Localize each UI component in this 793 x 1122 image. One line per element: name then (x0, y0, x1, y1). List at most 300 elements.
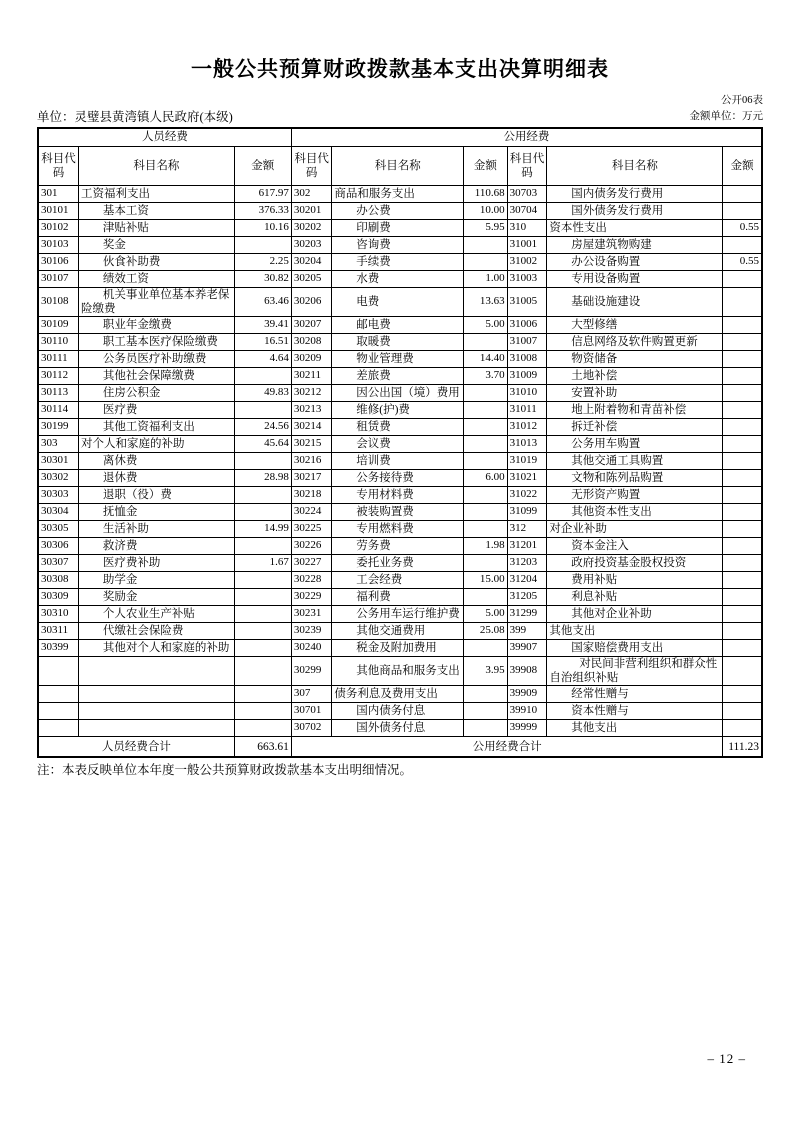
table-row (38, 606, 762, 623)
amount-cell (723, 351, 762, 368)
subject-name-cell: 经常性赠与 (547, 686, 723, 703)
subject-name-cell: 工会经费 (332, 572, 464, 589)
col-header-amount: 金额 (234, 147, 291, 186)
amount-cell: 110.68 (464, 186, 507, 203)
amount-cell (723, 703, 762, 720)
amount-cell (723, 203, 762, 220)
subject-code-cell: 30304 (38, 504, 79, 521)
subject-name-cell: 劳务费 (332, 538, 464, 555)
amount-cell (234, 589, 291, 606)
subject-name-cell: 会议费 (332, 436, 464, 453)
subject-name-cell: 其他交通工具购置 (547, 453, 723, 470)
table-row (38, 504, 762, 521)
amount-cell: 10.16 (234, 220, 291, 237)
col-header-code: 科目代码 (507, 147, 547, 186)
subject-name-cell: 房屋建筑物购建 (547, 237, 723, 254)
amount-cell (464, 237, 507, 254)
subject-name-cell: 救济费 (79, 538, 235, 555)
amount-cell: 24.56 (234, 419, 291, 436)
subject-name-cell: 大型修缮 (547, 317, 723, 334)
subject-code-cell: 31204 (507, 572, 547, 589)
table-row (38, 487, 762, 504)
subject-code-cell: 30301 (38, 453, 79, 470)
subject-code-cell: 31201 (507, 538, 547, 555)
amount-cell (723, 623, 762, 640)
amount-cell: 5.95 (464, 220, 507, 237)
subject-code-cell: 31205 (507, 589, 547, 606)
amount-cell (464, 640, 507, 657)
subject-name-cell: 其他对个人和家庭的补助 (79, 640, 235, 657)
subject-code-cell: 30213 (291, 402, 332, 419)
table-row (38, 402, 762, 419)
col-header-name: 科目名称 (547, 147, 723, 186)
subject-code-cell: 39909 (507, 686, 547, 703)
subject-code-cell: 31011 (507, 402, 547, 419)
table-row (38, 385, 762, 402)
subject-name-cell: 代缴社会保险费 (79, 623, 235, 640)
table-row (38, 220, 762, 237)
subject-code-cell: 30111 (38, 351, 79, 368)
subject-code-cell: 30215 (291, 436, 332, 453)
subject-name-cell (79, 703, 235, 720)
amount-cell (723, 453, 762, 470)
subject-name-cell: 其他资本性支出 (547, 504, 723, 521)
subject-name-cell: 其他交通费用 (332, 623, 464, 640)
subject-code-cell: 39910 (507, 703, 547, 720)
subject-code-cell: 399 (507, 623, 547, 640)
subject-name-cell: 物业管理费 (332, 351, 464, 368)
amount-cell: 63.46 (234, 288, 291, 317)
subject-name-cell: 个人农业生产补贴 (79, 606, 235, 623)
amount-cell (723, 385, 762, 402)
table-foot (38, 737, 762, 758)
amount-cell (723, 640, 762, 657)
amount-cell (234, 453, 291, 470)
subject-name-cell: 机关事业单位基本养老保险缴费 (79, 288, 235, 317)
table-row (38, 657, 762, 686)
subject-name-cell: 生活补助 (79, 521, 235, 538)
table-row (38, 254, 762, 271)
subject-code-cell (38, 657, 79, 686)
subject-code-cell: 31002 (507, 254, 547, 271)
subject-name-cell: 伙食补助费 (79, 254, 235, 271)
subject-code-cell: 310 (507, 220, 547, 237)
subject-code-cell: 30229 (291, 589, 332, 606)
amount-cell (234, 402, 291, 419)
budget-detail-table (37, 127, 763, 758)
amount-cell: 0.55 (723, 254, 762, 271)
amount-cell (723, 402, 762, 419)
amount-cell: 1.00 (464, 271, 507, 288)
amount-cell: 16.51 (234, 334, 291, 351)
amount-cell: 45.64 (234, 436, 291, 453)
subject-code-cell: 31019 (507, 453, 547, 470)
subject-code-cell: 30101 (38, 203, 79, 220)
amount-cell (464, 436, 507, 453)
subject-name-cell: 费用补贴 (547, 572, 723, 589)
amount-cell: 10.00 (464, 203, 507, 220)
subject-name-cell: 助学金 (79, 572, 235, 589)
subject-name-cell: 手续费 (332, 254, 464, 271)
subject-code-cell: 30201 (291, 203, 332, 220)
subject-name-cell: 国外债务付息 (332, 720, 464, 737)
subject-code-cell: 30306 (38, 538, 79, 555)
page-number: – 12 – (707, 1051, 746, 1066)
table-row (38, 538, 762, 555)
amount-cell: 15.00 (464, 572, 507, 589)
subject-name-cell: 其他工资福利支出 (79, 419, 235, 436)
subject-code-cell: 30224 (291, 504, 332, 521)
subject-code-cell: 30239 (291, 623, 332, 640)
table-row (38, 555, 762, 572)
subject-code-cell: 39907 (507, 640, 547, 657)
table-row (38, 686, 762, 703)
amount-cell (234, 606, 291, 623)
amount-cell: 376.33 (234, 203, 291, 220)
col-header-code: 科目代码 (291, 147, 332, 186)
amount-cell: 2.25 (234, 254, 291, 271)
subject-name-cell: 咨询费 (332, 237, 464, 254)
section-header-public: 公用经费 (291, 128, 762, 147)
subject-code-cell: 30307 (38, 555, 79, 572)
amount-cell (464, 385, 507, 402)
subject-code-cell: 30108 (38, 288, 79, 317)
subject-name-cell: 基础设施建设 (547, 288, 723, 317)
subject-code-cell: 30208 (291, 334, 332, 351)
amount-cell (723, 317, 762, 334)
subject-name-cell: 办公费 (332, 203, 464, 220)
table-row (38, 368, 762, 385)
subject-name-cell: 安置补助 (547, 385, 723, 402)
subject-name-cell: 资本性支出 (547, 220, 723, 237)
subject-name-cell: 退职（役）费 (79, 487, 235, 504)
subject-name-cell: 福利费 (332, 589, 464, 606)
subject-code-cell: 30112 (38, 368, 79, 385)
subject-code-cell: 30207 (291, 317, 332, 334)
col-header-amount: 金额 (723, 147, 762, 186)
amount-cell (234, 657, 291, 686)
subject-name-cell: 奖励金 (79, 589, 235, 606)
subject-name-cell: 奖金 (79, 237, 235, 254)
subject-code-cell: 30211 (291, 368, 332, 385)
amount-cell (234, 368, 291, 385)
unit-label: 单位：灵璧县黄湾镇人民政府(本级) (37, 109, 233, 124)
subject-name-cell: 其他支出 (547, 720, 723, 737)
table-row (38, 521, 762, 538)
footnote: 注：本表反映单位本年度一般公共预算财政拨款基本支出明细情况。 (37, 763, 413, 778)
subject-name-cell (79, 686, 235, 703)
subject-name-cell: 租赁费 (332, 419, 464, 436)
subject-name-cell: 印刷费 (332, 220, 464, 237)
subject-name-cell: 资本金注入 (547, 538, 723, 555)
subject-code-cell: 31003 (507, 271, 547, 288)
subject-code-cell: 31008 (507, 351, 547, 368)
amount-cell (723, 368, 762, 385)
amount-cell (464, 487, 507, 504)
subject-code-cell: 31203 (507, 555, 547, 572)
subject-name-cell: 专用材料费 (332, 487, 464, 504)
table-row (38, 720, 762, 737)
col-header-amount: 金额 (464, 147, 507, 186)
table-row (38, 436, 762, 453)
amount-cell: 14.99 (234, 521, 291, 538)
subject-code-cell: 30310 (38, 606, 79, 623)
subject-name-cell: 公务员医疗补助缴费 (79, 351, 235, 368)
subject-code-cell (38, 720, 79, 737)
subject-name-cell: 土地补偿 (547, 368, 723, 385)
amount-cell (234, 703, 291, 720)
subject-code-cell: 30205 (291, 271, 332, 288)
subject-code-cell: 30204 (291, 254, 332, 271)
subject-code-cell: 30113 (38, 385, 79, 402)
subject-code-cell: 312 (507, 521, 547, 538)
subject-code-cell: 30102 (38, 220, 79, 237)
subject-code-cell: 301 (38, 186, 79, 203)
amount-cell (723, 657, 762, 686)
subject-name-cell: 工资福利支出 (79, 186, 235, 203)
subject-name-cell: 资本性赠与 (547, 703, 723, 720)
amount-cell: 5.00 (464, 317, 507, 334)
subject-name-cell: 其他支出 (547, 623, 723, 640)
table-row (38, 351, 762, 368)
amount-cell (464, 419, 507, 436)
subject-code-cell: 30103 (38, 237, 79, 254)
col-header-name: 科目名称 (79, 147, 235, 186)
subject-name-cell: 退休费 (79, 470, 235, 487)
subject-code-cell: 30218 (291, 487, 332, 504)
table-row (38, 271, 762, 288)
subject-code-cell: 30226 (291, 538, 332, 555)
subject-name-cell (79, 720, 235, 737)
amount-cell: 1.67 (234, 555, 291, 572)
form-label: 公开06表 (721, 95, 763, 107)
amount-cell (464, 334, 507, 351)
amount-cell (234, 640, 291, 657)
subject-code-cell: 30311 (38, 623, 79, 640)
amount-cell: 28.98 (234, 470, 291, 487)
subject-code-cell: 31012 (507, 419, 547, 436)
subject-code-cell: 30231 (291, 606, 332, 623)
amount-cell (723, 334, 762, 351)
subject-name-cell: 电费 (332, 288, 464, 317)
amount-cell (234, 686, 291, 703)
amount-cell (723, 487, 762, 504)
subject-code-cell: 30216 (291, 453, 332, 470)
amount-cell (234, 538, 291, 555)
subject-name-cell: 税金及附加费用 (332, 640, 464, 657)
subject-name-cell: 公务用车运行维护费 (332, 606, 464, 623)
subject-code-cell: 30228 (291, 572, 332, 589)
subject-name-cell: 国内债务发行费用 (547, 186, 723, 203)
subject-code-cell: 30106 (38, 254, 79, 271)
subject-code-cell: 30305 (38, 521, 79, 538)
subject-code-cell: 30227 (291, 555, 332, 572)
subject-code-cell: 30309 (38, 589, 79, 606)
amount-cell (464, 453, 507, 470)
subject-code-cell: 30217 (291, 470, 332, 487)
group-header-row (38, 128, 762, 147)
amount-cell (464, 703, 507, 720)
table-row (38, 288, 762, 317)
subject-name-cell: 离休费 (79, 453, 235, 470)
amount-cell (464, 686, 507, 703)
subject-code-cell: 30240 (291, 640, 332, 657)
amount-cell (464, 521, 507, 538)
subject-name-cell: 水费 (332, 271, 464, 288)
amount-cell (234, 487, 291, 504)
personnel-total-label: 人员经费合计 (38, 737, 234, 758)
subject-code-cell: 31010 (507, 385, 547, 402)
amount-cell (723, 720, 762, 737)
section-header-personnel: 人员经费 (38, 128, 291, 147)
subject-code-cell: 30202 (291, 220, 332, 237)
subject-code-cell: 31022 (507, 487, 547, 504)
amount-cell (234, 237, 291, 254)
subject-code-cell: 30225 (291, 521, 332, 538)
subject-name-cell: 医疗费补助 (79, 555, 235, 572)
subject-name-cell: 拆迁补偿 (547, 419, 723, 436)
subject-name-cell: 国外债务发行费用 (547, 203, 723, 220)
amount-cell (464, 402, 507, 419)
amount-cell: 25.08 (464, 623, 507, 640)
subject-name-cell: 公务用车购置 (547, 436, 723, 453)
amount-cell (723, 504, 762, 521)
amount-cell (723, 186, 762, 203)
public-total-value: 111.23 (723, 737, 762, 758)
amount-cell (234, 504, 291, 521)
subject-code-cell: 30701 (291, 703, 332, 720)
sheet (37, 0, 763, 778)
table-row (38, 419, 762, 436)
subject-code-cell: 30212 (291, 385, 332, 402)
subject-name-cell: 信息网络及软件购置更新 (547, 334, 723, 351)
subject-name-cell (79, 657, 235, 686)
subject-name-cell: 医疗费 (79, 402, 235, 419)
subject-code-cell: 31006 (507, 317, 547, 334)
subject-code-cell: 30702 (291, 720, 332, 737)
col-header-code: 科目代码 (38, 147, 79, 186)
public-total-label: 公用经费合计 (291, 737, 722, 758)
col-header-name: 科目名称 (332, 147, 464, 186)
subject-code-cell: 39999 (507, 720, 547, 737)
amount-cell: 5.00 (464, 606, 507, 623)
amount-cell: 3.95 (464, 657, 507, 686)
subject-code-cell: 30308 (38, 572, 79, 589)
subject-name-cell: 委托业务费 (332, 555, 464, 572)
amount-cell: 1.98 (464, 538, 507, 555)
amount-cell (464, 555, 507, 572)
amount-cell (723, 288, 762, 317)
table-row (38, 237, 762, 254)
subject-name-cell: 被装购置费 (332, 504, 464, 521)
amount-cell: 49.83 (234, 385, 291, 402)
subject-name-cell: 培训费 (332, 453, 464, 470)
subject-name-cell: 商品和服务支出 (332, 186, 464, 203)
subject-name-cell: 邮电费 (332, 317, 464, 334)
subject-code-cell: 30109 (38, 317, 79, 334)
subject-name-cell: 债务利息及费用支出 (332, 686, 464, 703)
amount-cell (723, 555, 762, 572)
subject-code-cell: 30203 (291, 237, 332, 254)
subject-name-cell: 绩效工资 (79, 271, 235, 288)
subject-code-cell: 303 (38, 436, 79, 453)
subject-name-cell: 维修(护)费 (332, 402, 464, 419)
amount-cell: 30.82 (234, 271, 291, 288)
table-row (38, 640, 762, 657)
subject-code-cell: 39908 (507, 657, 547, 686)
subject-name-cell: 对民间非营利组织和群众性自治组织补贴 (547, 657, 723, 686)
amount-cell: 0.55 (723, 220, 762, 237)
subject-name-cell: 抚恤金 (79, 504, 235, 521)
subject-name-cell: 文物和陈列品购置 (547, 470, 723, 487)
amount-cell (464, 254, 507, 271)
subject-code-cell (38, 703, 79, 720)
amount-cell (464, 720, 507, 737)
subject-name-cell: 专用燃料费 (332, 521, 464, 538)
subject-code-cell (38, 686, 79, 703)
table-row (38, 572, 762, 589)
subject-code-cell: 30209 (291, 351, 332, 368)
amount-cell (723, 606, 762, 623)
subject-code-cell: 31007 (507, 334, 547, 351)
subject-name-cell: 职工基本医疗保险缴费 (79, 334, 235, 351)
table-body (38, 186, 762, 737)
amount-cell (234, 623, 291, 640)
subject-name-cell: 利息补贴 (547, 589, 723, 606)
amount-cell (723, 419, 762, 436)
amount-cell (464, 589, 507, 606)
amount-cell: 617.97 (234, 186, 291, 203)
subject-code-cell: 31099 (507, 504, 547, 521)
subject-code-cell: 31013 (507, 436, 547, 453)
amount-cell (723, 521, 762, 538)
subject-code-cell: 31299 (507, 606, 547, 623)
subject-name-cell: 无形资产购置 (547, 487, 723, 504)
subject-name-cell: 对企业补助 (547, 521, 723, 538)
subject-name-cell: 因公出国（境）费用 (332, 385, 464, 402)
table-row (38, 186, 762, 203)
table-row (38, 334, 762, 351)
amount-cell (234, 572, 291, 589)
table-head (38, 128, 762, 186)
amount-cell (723, 271, 762, 288)
subject-code-cell: 30704 (507, 203, 547, 220)
subject-name-cell: 津贴补贴 (79, 220, 235, 237)
subject-name-cell: 公务接待费 (332, 470, 464, 487)
amount-cell (723, 538, 762, 555)
table-row (38, 623, 762, 640)
subject-code-cell: 30303 (38, 487, 79, 504)
table-row (38, 703, 762, 720)
subject-name-cell: 物资储备 (547, 351, 723, 368)
table-row (38, 203, 762, 220)
subject-code-cell: 30199 (38, 419, 79, 436)
table-row (38, 317, 762, 334)
amount-unit-label: 金额单位：万元 (689, 111, 763, 123)
subject-code-cell: 30107 (38, 271, 79, 288)
amount-cell (723, 470, 762, 487)
subject-code-cell: 30302 (38, 470, 79, 487)
subject-name-cell: 其他对企业补助 (547, 606, 723, 623)
subject-name-cell: 国家赔偿费用支出 (547, 640, 723, 657)
table-row (38, 453, 762, 470)
subject-code-cell: 302 (291, 186, 332, 203)
subject-name-cell: 对个人和家庭的补助 (79, 436, 235, 453)
subject-name-cell: 政府投资基金股权投资 (547, 555, 723, 572)
amount-cell: 3.70 (464, 368, 507, 385)
subject-name-cell: 其他社会保障缴费 (79, 368, 235, 385)
amount-cell: 39.41 (234, 317, 291, 334)
